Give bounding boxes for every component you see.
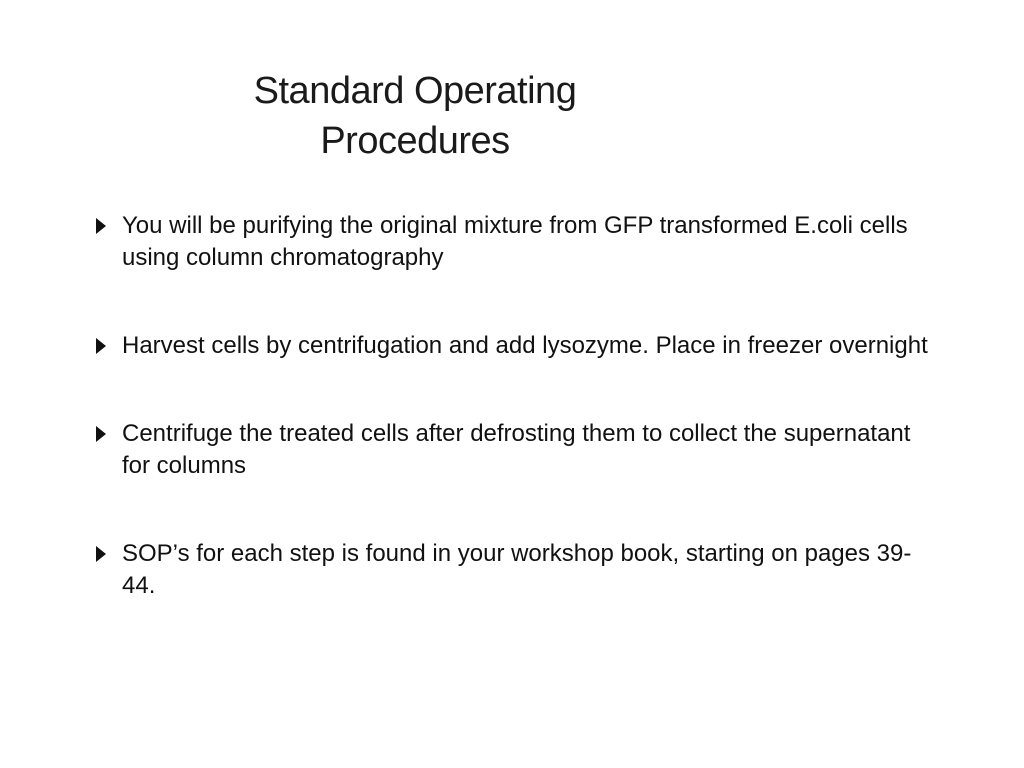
bullet-text: SOP’s for each step is found in your workshop book, starting on pages 39-44. (122, 540, 912, 599)
bullet-item (94, 330, 934, 362)
right-triangle-bullet-icon (96, 218, 106, 234)
title-line-1: Standard Operating (253, 70, 577, 112)
bullet-item (94, 210, 934, 274)
bullet-text: Centrifuge the treated cells after defrosting them to collect the supernatant for columns (122, 420, 911, 479)
bullet-text: Harvest cells by centrifugation and add lysozyme. Place in freezer overnight (122, 332, 928, 359)
bullet-item (94, 418, 934, 482)
right-triangle-bullet-icon (96, 338, 106, 354)
title-line-2: Procedures (320, 120, 510, 162)
bullet-text: You will be purifying the original mixture from GFP transformed E.coli cells using column chromatography (122, 212, 908, 271)
slide-title (180, 66, 650, 166)
right-triangle-bullet-icon (96, 546, 106, 562)
bullet-item (94, 538, 934, 602)
right-triangle-bullet-icon (96, 426, 106, 442)
bullet-list (94, 210, 934, 658)
